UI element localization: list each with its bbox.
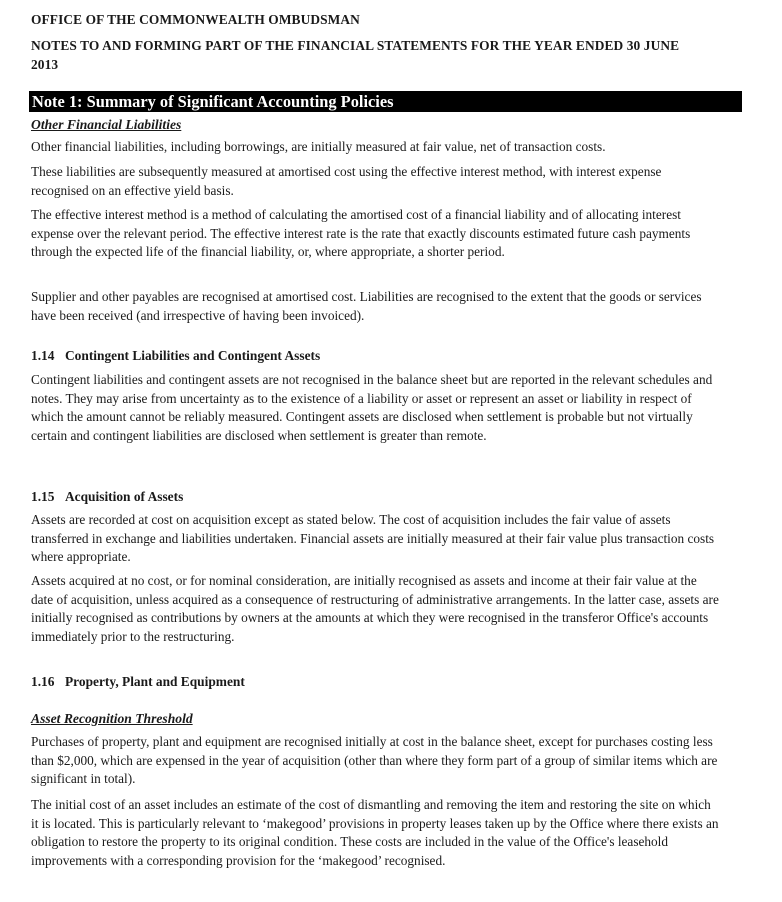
ofl-paragraph-4: Supplier and other payables are recognised at amortised cost. Liabilities are recognised to the extent that the goods or services have been received (and irrespective of having been invoiced).: [31, 289, 702, 323]
s116-paragraph-2: The initial cost of an asset includes an estimate of the cost of dismantling and removing the item and restoring the site on which it is located. This is particularly relevant to ‘makegood’ provisions in property leases taken up by the Office where there exists an obligation to restore the property to its original condition. These costs are included in the value of the Office's leasehold improvements with a corresponding provision for the ‘makegood’ recognised.: [31, 797, 719, 868]
document-title: [31, 36, 751, 74]
section-number: 1.16: [31, 674, 55, 689]
s115-paragraph-1: Assets are recorded at cost on acquisition except as stated below. The cost of acquisition includes the fair value of assets transferred in exchange and liabilities undertaken. Financial assets are initially measured at their fair value plus transaction costs where appropriate.: [31, 512, 715, 565]
section-number: 1.14: [31, 348, 55, 363]
s115-paragraph-2: Assets acquired at no cost, or for nominal consideration, are initially recognised as assets and income at their fair value at the date of acquisition, unless acquired as a consequence of restructuring of administrative arrangements. In the latter case, assets are initially recognised as contributions by owners at the amounts at which they were recognised in the transferor Office's accounts immediately prior to the restructuring.: [31, 573, 719, 644]
section-1-14-heading: [31, 347, 320, 364]
note-title-bar: Note 1: Summary of Significant Accounting Policies: [29, 91, 742, 112]
s114-paragraph-1: Contingent liabilities and contingent assets are not recognised in the balance sheet but are reported in the relevant schedules and notes. They may arise from uncertainty as to the existence of a liability or asset or represent an asset or liability in respect of which the amount cannot be reliably measured. Contingent assets are disclosed when settlement is probable but not virtually certain and contingent liabilities are disclosed when settlement is greater than remote.: [31, 372, 713, 443]
section-number: 1.15: [31, 489, 55, 504]
document-title-line1: NOTES TO AND FORMING PART OF THE FINANCIAL STATEMENTS FOR THE YEAR ENDED 30 JUNE: [31, 38, 680, 53]
section-1-15-heading: [31, 488, 183, 505]
ofl-paragraph-3: The effective interest method is a method of calculating the amortised cost of a financial liability and of allocating interest expense over the relevant period. The effective interest rate is the rate that exactly discounts estimated future cash payments through the expected life of the financial liability, or, where appropriate, a shorter period.: [31, 207, 691, 260]
s116-paragraph-1: Purchases of property, plant and equipment are recognised initially at cost in the balance sheet, except for purchases costing less than $2,000, which are expensed in the year of acquisition (other than where they form part of a group of similar items which are significant in total).: [31, 734, 718, 787]
section-title: Property, Plant and Equipment: [65, 674, 245, 689]
section-title: Contingent Liabilities and Contingent Assets: [65, 348, 321, 363]
document-title-year: 2013: [31, 57, 59, 72]
asset-recognition-threshold-heading: Asset Recognition Threshold: [31, 711, 193, 726]
ofl-paragraph-2: These liabilities are subsequently measured at amortised cost using the effective interest method, with interest expense recognised on an effective yield basis.: [31, 164, 662, 198]
section-1-16-heading: [31, 673, 245, 690]
section-title: Acquisition of Assets: [65, 489, 184, 504]
other-financial-liabilities-heading: Other Financial Liabilities: [31, 117, 182, 132]
ofl-paragraph-1: Other financial liabilities, including borrowings, are initially measured at fair value, net of transaction costs.: [31, 139, 606, 154]
organisation-name: OFFICE OF THE COMMONWEALTH OMBUDSMAN: [31, 12, 360, 27]
